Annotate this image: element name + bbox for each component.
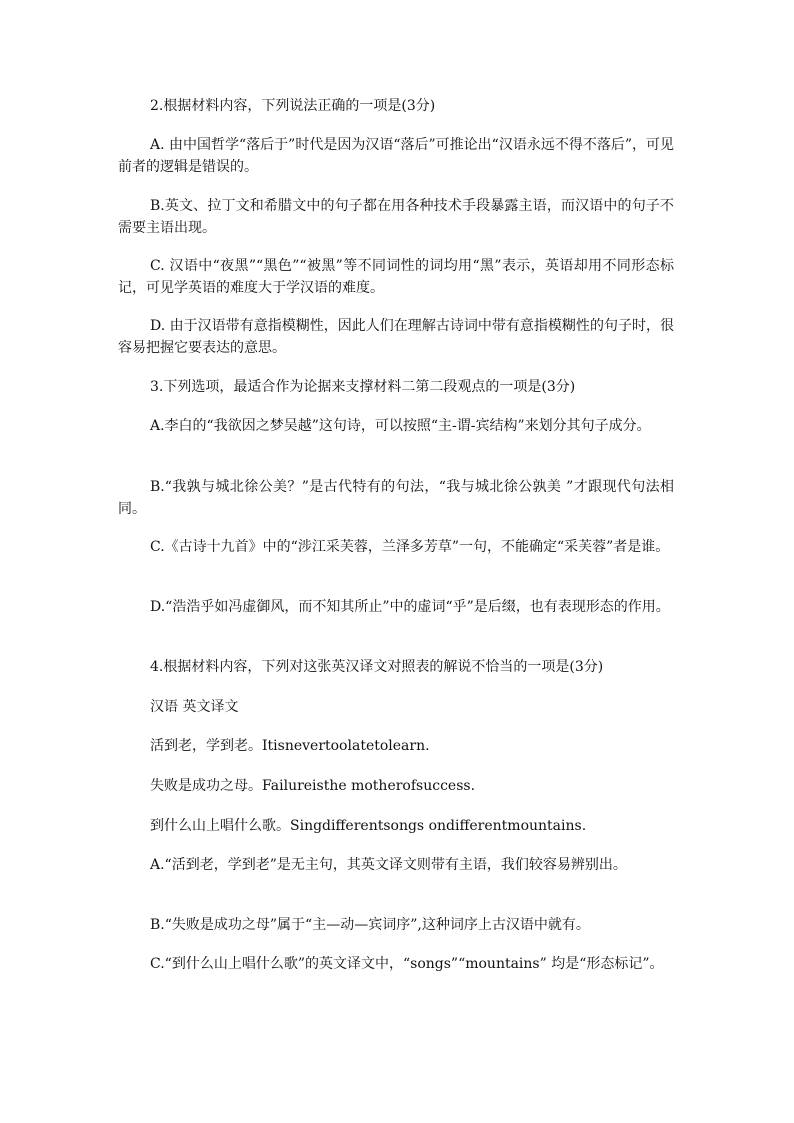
question-4-option-c: C.“到什么山上唱什么歌”的英文译文中，“songs”“mountains” 均是“形态标记”。 xyxy=(150,956,664,972)
question-3-option-d: D.“浩浩乎如冯虚御风，而不知其所止”中的虚词“乎”是后缀，也有表现形态的作用。 xyxy=(150,599,670,615)
question-4-option-b: B.“失败是成功之母”属于“主—动—宾词序”,这种词序上古汉语中就有。 xyxy=(150,917,590,933)
translation-table-header: 汉语 英文译文 xyxy=(150,699,239,715)
question-3-option-a: A.李白的“我欲因之梦吴越”这句诗，可以按照“主-谓-宾结构”来划分其句子成分。 xyxy=(150,418,651,434)
translation-row-1: 活到老，学到老。Itisnevertoolatetolearn. xyxy=(150,738,430,754)
translation-row-3: 到什么山上唱什么歌。Singdifferentsongs ondifferentmountains. xyxy=(150,818,587,834)
translation-row-2: 失败是成功之母。Failureisthe motherofsuccess. xyxy=(150,778,476,794)
question-2-option-c: C. 汉语中“夜黑”“黑色”“被黑”等不同词性的词均用“黑”表示，英语却用不同形态标记，可见学英语的难度大于学汉语的难度。 xyxy=(118,258,674,296)
question-2-option-d: D. 由于汉语带有意指模糊性，因此人们在理解古诗词中带有意指模糊性的句子时，很容易把握它要表达的意思。 xyxy=(118,318,674,356)
question-4-option-a: A.“活到老，学到老”是无主句，其英文译文则带有主语，我们较容易辨别出。 xyxy=(150,857,627,873)
question-3-option-c: C.《古诗十九首》中的“涉江采芙蓉，兰泽多芳草”一句，不能确定“采芙蓉”者是谁。 xyxy=(150,539,670,555)
question-2-option-b: B.英文、拉丁文和希腊文中的句子都在用各种技术手段暴露主语，而汉语中的句子不需要主语出现。 xyxy=(118,198,674,236)
question-2-option-a: A. 由中国哲学“落后于”时代是因为汉语“落后”可推论出“汉语永远不得不落后”，可见前者的逻辑是错误的。 xyxy=(118,137,674,175)
question-2-stem: 2.根据材料内容，下列说法正确的一项是(3分) xyxy=(150,98,436,114)
question-4-stem: 4.根据材料内容，下列对这张英汉译文对照表的解说不恰当的一项是(3分) xyxy=(150,659,604,675)
question-3-stem: 3.下列选项，最适合作为论据来支撑材料二第二段观点的一项是(3分) xyxy=(150,379,576,395)
question-3-option-b: B.“我孰与城北徐公美？”是古代特有的句法，“我与城北徐公孰美 ”才跟现代句法相同。 xyxy=(118,479,674,517)
